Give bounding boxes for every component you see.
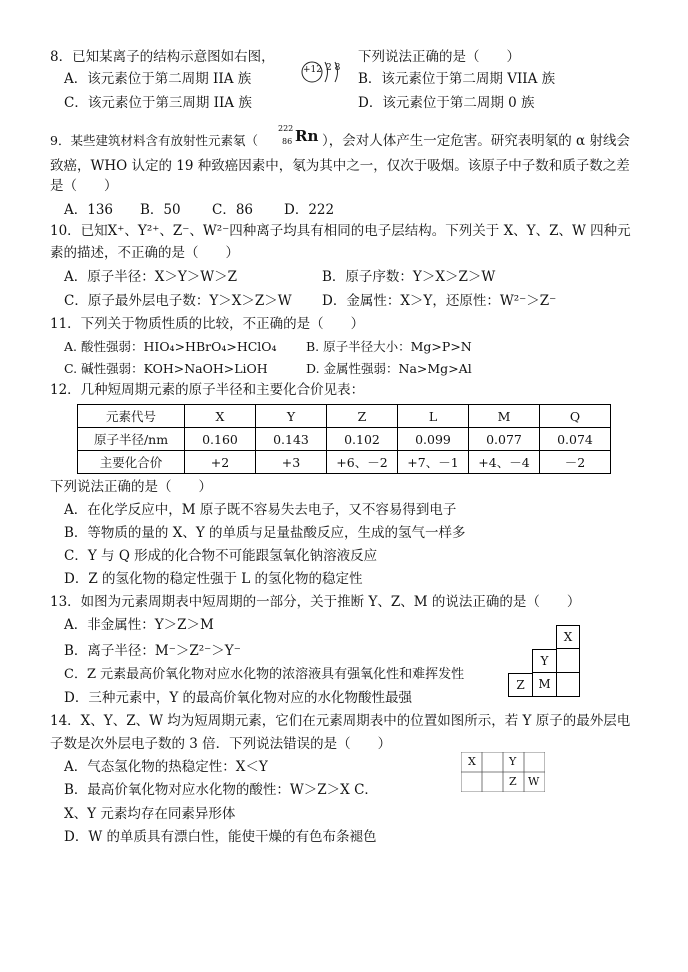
table-cell: 主要化合价 xyxy=(78,451,185,474)
q11-option-a: A. 酸性强弱：HIO₄>HBrO₄>HClO₄ xyxy=(64,339,277,354)
grid-cell-y: Y xyxy=(509,755,517,768)
q14-line-1: 14．X、Y、Z、W 均为短周期元素，它们在元素周期表中的位置如图所示，若 Y 原子的最外层电 xyxy=(50,713,631,729)
table-cell: +6、－2 xyxy=(327,451,398,474)
q8-option-c: C．该元素位于第三周期 IIA 族 xyxy=(64,95,252,111)
q14-line-2: 子数是次外层电子数的 3 倍．下列说法错误的是（ ） xyxy=(50,736,392,752)
table-cell: 0.099 xyxy=(398,428,469,451)
table-cell: +3 xyxy=(256,451,327,474)
q12-option-c: C．Y 与 Q 形成的化合物不可能跟氢氧化钠溶液反应 xyxy=(64,548,378,564)
table-cell: 0.102 xyxy=(327,428,398,451)
table-cell: －2 xyxy=(540,451,611,474)
grid-cell-y: Y xyxy=(532,649,556,673)
table-header-cell: Q xyxy=(540,405,611,428)
q14-option-c: X、Y 元素均存在同素异形体 xyxy=(64,806,236,822)
table-header-cell: Z xyxy=(327,405,398,428)
table-header-row xyxy=(78,405,611,428)
q9-line-3: 是（ ） xyxy=(50,178,118,194)
q14-periodic-grid xyxy=(461,752,545,792)
ion-shell-label: 2 8 xyxy=(326,63,341,73)
ion-nucleus-label: +12 xyxy=(303,65,322,75)
q13-option-c: C．Z 元素最高价氧化物对应水化物的浓溶液具有强氧化性和难挥发性 xyxy=(64,667,465,682)
q10-option-a: A．原子半径：X＞Y＞W＞Z xyxy=(64,269,238,285)
ion-structure-diagram xyxy=(298,58,358,86)
q12-stem: 12．几种短周期元素的原子半径和主要化合价见表： xyxy=(50,382,365,398)
table-cell: +4、－4 xyxy=(469,451,540,474)
radon-isotope xyxy=(278,124,322,150)
table-header-cell: L xyxy=(398,405,469,428)
table-cell: 0.074 xyxy=(540,428,611,451)
q13-stem: 13．如图为元素周期表中短周期的一部分，关于推断 Y、Z、M 的说法正确的是（ ） xyxy=(50,594,581,610)
q10-line-2: 素的描述，不正确的是（ ） xyxy=(50,245,239,261)
q8-stem-tail: 下列说法正确的是（ ） xyxy=(358,49,520,65)
table-row xyxy=(78,428,611,451)
isotope-atomic-number: 86 xyxy=(282,137,293,146)
q8-option-b: B．该元素位于第二周期 VIIA 族 xyxy=(358,71,556,87)
table-cell: 原子半径/nm xyxy=(78,428,185,451)
q13-option-b: B．离子半径：M⁻＞Z²⁻＞Y⁻ xyxy=(64,643,241,659)
q14-option-d: D．W 的单质具有漂白性，能使干燥的有色布条褪色 xyxy=(64,829,377,845)
table-row xyxy=(78,451,611,474)
q12-stem-2: 下列说法正确的是（ ） xyxy=(50,479,212,495)
q11-stem: 11．下列关于物质性质的比较，不正确的是（ ） xyxy=(50,316,365,332)
table-cell: 0.160 xyxy=(185,428,256,451)
table-cell: +7、－1 xyxy=(398,451,469,474)
grid-cell-w: W xyxy=(528,775,540,788)
q11-option-d: D. 金属性强弱：Na>Mg>Al xyxy=(306,361,472,376)
q11-option-b: B. 原子半径大小：Mg>P>N xyxy=(306,339,472,354)
q11-option-c: C. 碱性强弱：KOH>NaOH>LiOH xyxy=(64,361,268,376)
table-cell: 0.143 xyxy=(256,428,327,451)
grid-cell-blank xyxy=(556,649,580,673)
q10-line-1: 10．已知X⁺、Y²⁺、Z⁻、W²⁻四种离子均具有相同的电子层结构。下列关于 X、Y、Z、W 四种元 xyxy=(50,223,631,239)
q10-option-c: C．原子最外层电子数：Y＞X＞Z＞W xyxy=(64,293,292,309)
table-header-cell: M xyxy=(469,405,540,428)
q9-option-a: A．136 xyxy=(64,202,114,218)
q8-stem: 8．已知某离子的结构示意图如右图， xyxy=(50,49,275,65)
q8-option-d: D．该元素位于第二周期 0 族 xyxy=(358,95,535,111)
isotope-mass-number: 222 xyxy=(278,124,294,133)
q13-option-d: D．三种元素中，Y 的最高价氧化物对应的水化物酸性最强 xyxy=(64,690,413,706)
q12-option-b: B．等物质的量的 X、Y 的单质与足量盐酸反应，生成的氢气一样多 xyxy=(64,525,466,541)
q9-option-b: B．50 xyxy=(140,202,181,218)
table-header-cell: X xyxy=(185,405,256,428)
isotope-symbol: Rn xyxy=(295,127,319,145)
q9-stem-start: 9．某些建筑材料含有放射性元素氡（ xyxy=(50,133,258,148)
q9-line-2: 致癌，WHO 认定的 19 种致癌因素中，氡为其中之一，仅次于吸烟。该原子中子数和质子数之差 xyxy=(50,158,630,174)
q14-option-b: B．最高价氧化物对应水化物的酸性：W＞Z＞X C． xyxy=(64,782,378,798)
q13-option-a: A．非金属性：Y＞Z＞M xyxy=(64,617,214,633)
table-header-cell: 元素代号 xyxy=(78,405,185,428)
q13-periodic-grid xyxy=(508,625,580,697)
table-header-cell: Y xyxy=(256,405,327,428)
grid-cell-m: M xyxy=(532,673,556,697)
q9-option-c: C．86 xyxy=(212,202,254,218)
q10-option-d: D．金属性：X＞Y，还原性：W²⁻＞Z⁻ xyxy=(322,293,557,309)
q14-option-a: A．气态氢化物的热稳定性：X＜Y xyxy=(64,759,268,775)
element-data-table xyxy=(77,404,611,474)
q8-option-a: A．该元素位于第二周期 IIA 族 xyxy=(64,71,252,87)
q9-stem-end: ），会对人体产生一定危害。研究表明氡的 α 射线会 xyxy=(322,133,630,149)
q10-option-b: B．原子序数：Y＞X＞Z＞W xyxy=(322,269,496,285)
grid-cell-blank xyxy=(556,673,580,697)
grid-cell-x: X xyxy=(468,755,476,768)
q9-option-d: D．222 xyxy=(284,202,335,218)
grid-cell-z: Z xyxy=(509,775,517,788)
q12-option-d: D．Z 的氢化物的稳定性强于 L 的氢化物的稳定性 xyxy=(64,571,363,587)
table-cell: 0.077 xyxy=(469,428,540,451)
q12-option-a: A．在化学反应中，M 原子既不容易失去电子，又不容易得到电子 xyxy=(64,502,457,518)
table-cell: +2 xyxy=(185,451,256,474)
grid-cell-x: X xyxy=(556,625,580,649)
grid-cell-z: Z xyxy=(508,673,532,697)
